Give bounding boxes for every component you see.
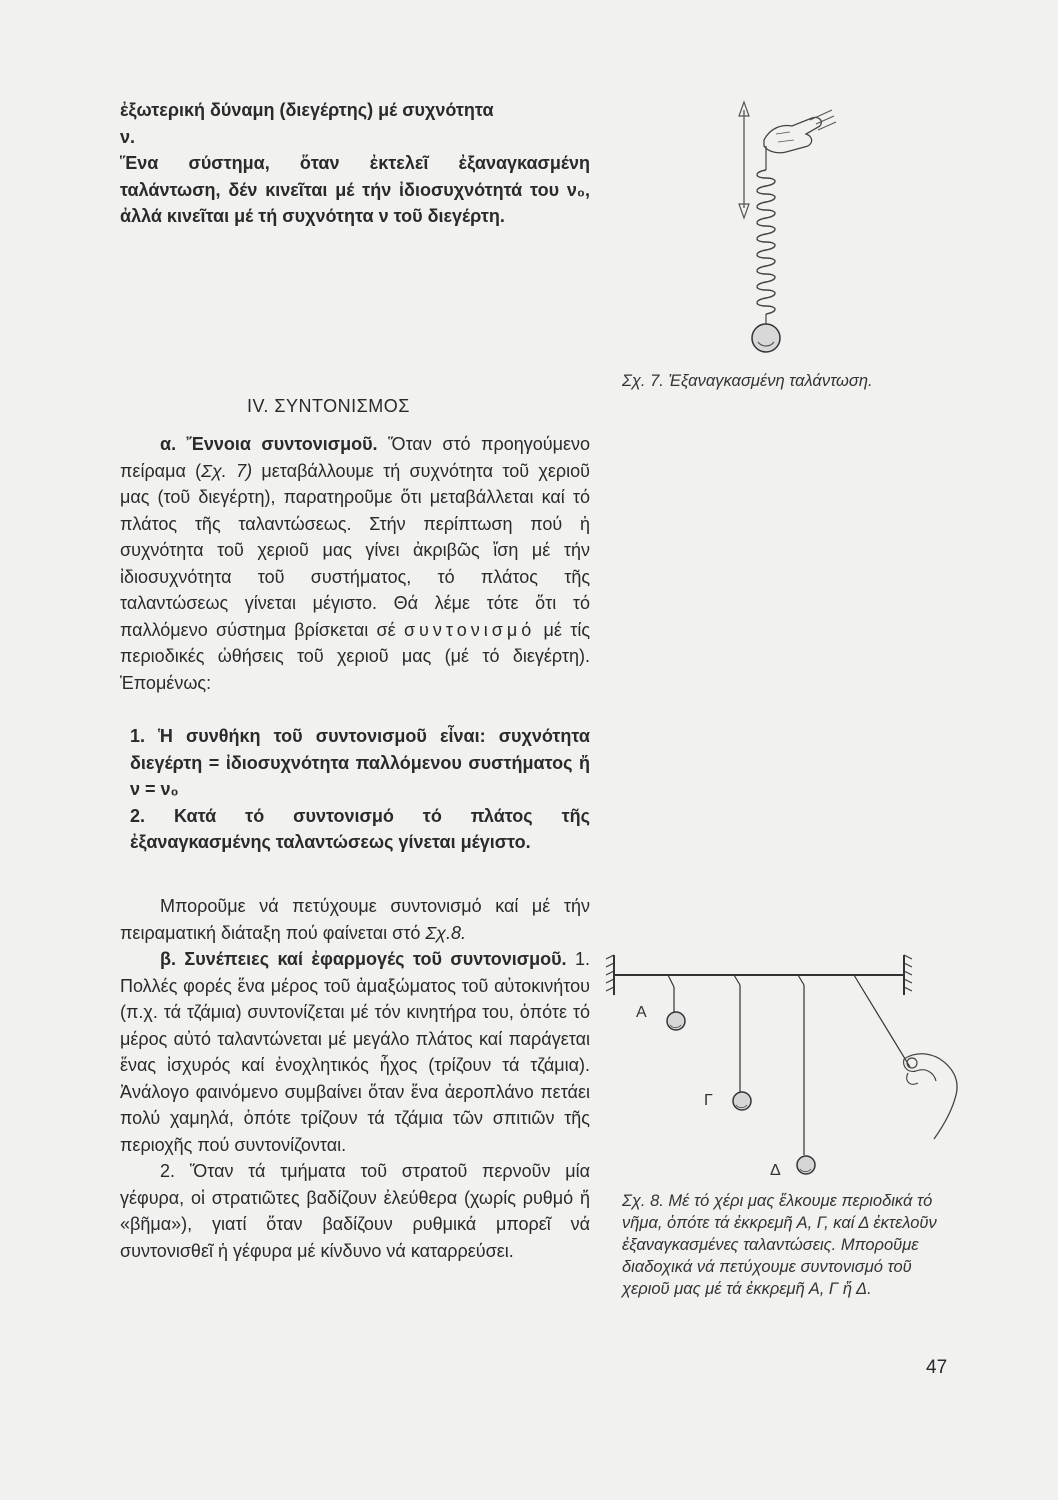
- paragraph-a: [120, 431, 590, 696]
- rule-2: 2. Κατά τό συντονισμό τό πλάτος τῆς ἐξαναγκασμένης ταλαντώσεως γίνεται μέγιστο.: [130, 805, 590, 852]
- figure-7-caption: Σχ. 7. Ἐξαναγκασμένη ταλάντωση.: [622, 372, 873, 390]
- intro-block: [120, 97, 590, 230]
- figure-8-label-a: Α: [636, 1004, 647, 1021]
- paragraph-a-text-3: μέ τίς περιοδικές ὠθήσεις τοῦ χεριοῦ μας (μέ τό διεγέρτη). Ἑπομένως:: [120, 619, 590, 693]
- resonance-rules: [120, 723, 590, 856]
- figure-8-pendulum-diagram: [604, 955, 914, 1185]
- intro-line-1: ἐξωτερική δύναμη (διεγέρτης) μέ συχνότητα: [120, 100, 494, 120]
- figure-8-caption: Σχ. 8. Μέ τό χέρι μας ἕλκουμε περιοδικά τό νῆμα, ὁπότε τά ἐκκρεμῆ Α, Γ, καί Δ ἐκτελοῦν ἐξαναγκασμένες ταλαντώσεις. Μποροῦμε διαδοχικά νά πετύχουμε συντονισμό τοῦ χεριοῦ μας μέ τά ἐκκρεμῆ Α, Γ ἤ Δ.: [622, 1192, 937, 1298]
- paragraph-b-block: [120, 893, 590, 1264]
- paragraph-a-text-2: μεταβάλλουμε τή συχνότητα τοῦ χεριοῦ μας (τοῦ διεγέρτη), παρατηροῦμε ὅτι μεταβάλλεται καί τό πλάτος τῆς ταλαντώσεως. Στήν περίπτωση πού ἡ συχνότητα τοῦ χεριοῦ μας γίνει ἀκριβῶς ἴση μέ τήν ἰδιοσυχνότητα τοῦ συστήματος, τό πλάτος τῆς ταλαντώσεως γίνεται μέγιστο. Θά λέμε τότε ὅτι τό παλλόμενο σύστημα βρίσκεται σέ: [120, 460, 590, 640]
- paragraph-experiment-ref: Σχ.8.: [425, 922, 466, 943]
- figure-8-label-d: Δ: [770, 1162, 781, 1179]
- intro-paragraph: Ἕνα σύστημα, ὅταν ἐκτελεῖ ἐξαναγκασμένη ταλάντωση, δέν κινεῖται μέ τήν ἰδιοσυχνότητά του ν₀, ἀλλά κινεῖται μέ τή συχνότητα ν τοῦ διεγέρτη.: [120, 153, 590, 226]
- figure-7-spring-diagram: [720, 100, 860, 370]
- paragraph-a-spaced-term: συντονισμό: [403, 619, 536, 640]
- intro-line-2: ν.: [120, 126, 136, 147]
- paragraph-2: 2. Ὅταν τά τμήματα τοῦ στρατοῦ περνοῦν μία γέφυρα, οἱ στρατιῶτες βαδίζουν ἐλεύθερα (χωρίς ρυθμό ἤ «βῆμα»), γιατί ὅταν βαδίζουν ρυθμικά μπορεῖ νά συντονισθεῖ ἡ γέφυρα μέ κίνδυνο νά καταρρεύσει.: [120, 1161, 590, 1261]
- figure-8-label-g: Γ: [704, 1092, 713, 1109]
- section-heading: IV. ΣΥΝΤΟΝΙΣΜΟΣ: [247, 396, 410, 416]
- paragraph-experiment: [120, 893, 590, 946]
- page-number: 47: [926, 1357, 948, 1378]
- paragraph-experiment-text: Μποροῦμε νά πετύχουμε συντονισμό καί μέ τήν πειραματική διάταξη πού φαίνεται στό: [120, 896, 590, 943]
- rule-1: 1. Ἡ συνθήκη τοῦ συντονισμοῦ εἶναι: συχνότητα διεγέρτη = ἰδιοσυχνότητα παλλόμενου συστήματος ἤ ν = ν₀: [130, 726, 590, 799]
- paragraph-a-text-1: Ὅταν στό προηγούμενο πείραμα (: [120, 434, 590, 481]
- paragraph-b: [120, 946, 590, 1158]
- paragraph-a-label: α. Ἔννοια συντονισμοῦ.: [160, 434, 378, 454]
- paragraph-b-text: 1. Πολλές φορές ἕνα μέρος τοῦ ἀμαξώματος τοῦ αὐτοκινήτου (π.χ. τά τζάμια) συντονίζεται μέ τόν κινητήρα του, ὁπότε τό μέρος αὐτό ταλαντώνεται μέ μεγάλο πλάτος καί παράγεται ἕνας ἰσχυρός καί ἐνοχλητικός ἦχος (τρίζουν τά τζάμια). Ἀνάλογο φαινόμενο συμβαίνει ὅταν ἕνα ἀεροπλάνο πετάει πολύ χαμηλά, ὁπότε τρίζουν τά τζάμια τῶν σπιτιῶν τῆς περιοχῆς πού συντονίζονται.: [120, 949, 591, 1155]
- paragraph-a-ref: Σχ. 7): [201, 460, 253, 481]
- paragraph-b-label: β. Συνέπειες καί ἐφαρμογές τοῦ συντονισμοῦ.: [160, 949, 567, 969]
